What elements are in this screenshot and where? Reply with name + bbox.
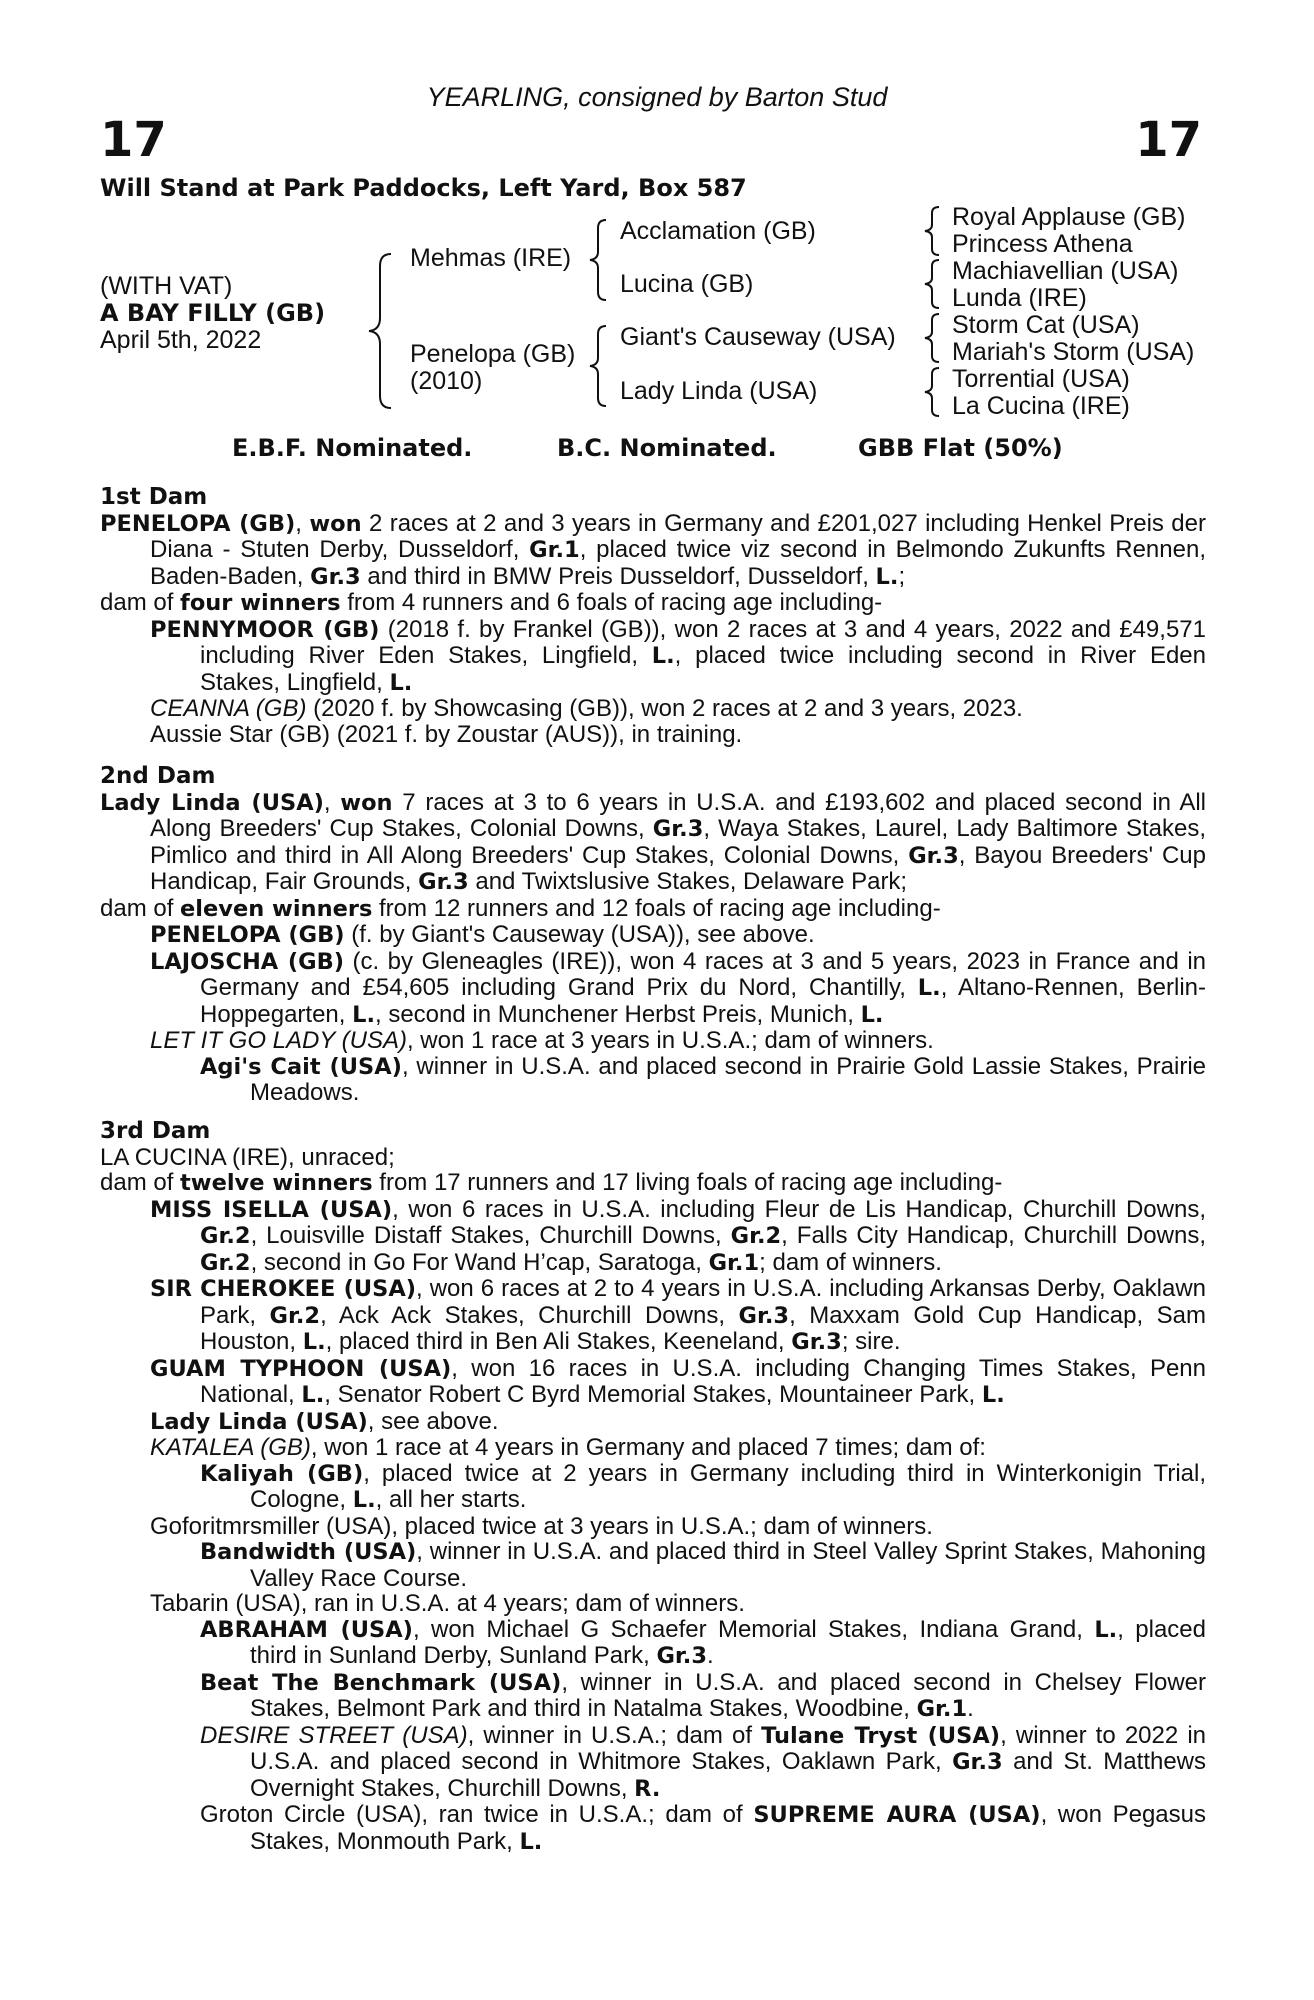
brace-icon <box>922 312 942 364</box>
produce-entry <box>100 1539 1206 1591</box>
bold-text: Gr.3 <box>310 563 361 590</box>
bold-text: Gr.1 <box>529 537 580 563</box>
third-dam-section <box>100 1119 1206 1855</box>
italic-text: CEANNA (GB) <box>150 695 307 722</box>
bold-text: twelve winners <box>180 1170 373 1196</box>
text-run: , second in Munchener Herbst Preis, Munich, <box>375 1000 861 1028</box>
produce-entry <box>100 1617 1206 1670</box>
text-run: , placed twice at 2 years in Germany including third in Winterkonigin Trial, Cologne, <box>250 1459 1207 1513</box>
dam-sire: Giant's Causeway (USA) <box>620 323 896 351</box>
dam-record <box>100 1145 1206 1171</box>
bold-text: SIR CHEROKEE (USA) <box>150 1276 417 1302</box>
g3-1: Royal Applause (GB) <box>952 203 1186 231</box>
produce-entry <box>100 1028 1206 1054</box>
produce-entry <box>100 1461 1206 1514</box>
bold-text: R. <box>634 1775 661 1802</box>
vat-note: (WITH VAT) <box>100 272 233 300</box>
text-run: and third in BMW Preis Dusseldorf, Dusseldorf, <box>360 562 876 590</box>
brace-icon <box>922 258 942 310</box>
text-run: , see above. <box>367 1407 499 1435</box>
text-run: Tabarin (USA), ran in U.S.A. at 4 years; dam of winners. <box>150 1590 745 1617</box>
g3-5: Storm Cat (USA) <box>952 311 1140 339</box>
bold-text: L. <box>352 1487 376 1513</box>
produce-entry <box>100 722 1206 748</box>
text-run: 7 races at 3 to 6 years in U.S.A. and £193,602 and placed second in All Along Breeders' Cup Stakes, Colonial Downs, <box>150 788 1206 842</box>
bold-text: L. <box>860 1001 884 1028</box>
brace-icon <box>586 218 610 302</box>
text-run: , won 16 races in U.S.A. including Changing Times Stakes, Penn National, <box>200 1354 1206 1408</box>
text-run: 2 races at 2 and 3 years in Germany and £201,027 including Henkel Preis der Diana - Stuten Derby, Dusseldorf, <box>150 509 1206 563</box>
produce-entry <box>100 1802 1206 1855</box>
text-run: , won Michael G Schaefer Memorial Stakes, Indiana Grand, <box>412 1615 1095 1643</box>
text-run: dam of <box>100 1169 181 1196</box>
g3-8: La Cucina (IRE) <box>952 392 1130 420</box>
bold-text: Lady Linda (USA) <box>150 1408 368 1435</box>
text-run: and St. Matthews Overnight Stakes, Churchill Downs, <box>250 1748 1207 1802</box>
text-run: , Maxxam Gold Cup Handicap, Sam Houston, <box>200 1301 1207 1355</box>
text-run: , <box>295 509 310 537</box>
produce-summary <box>100 590 1206 617</box>
text-run: , placed twice viz second in Belmondo Zukunfts Rennen, Baden-Baden, <box>150 536 1206 590</box>
text-run: ; <box>898 562 906 590</box>
bold-text: SUPREME AURA (USA) <box>753 1802 1041 1828</box>
bold-text: Kaliyah (GB) <box>200 1460 364 1487</box>
dam-year: (2010) <box>410 367 483 395</box>
stand-location: Will Stand at Park Paddocks, Left Yard, Box 587 <box>100 174 747 202</box>
ebf-nomination: E.B.F. Nominated. <box>232 434 473 462</box>
bold-text: L. <box>302 1329 326 1355</box>
produce-entry <box>100 1514 1206 1540</box>
produce-entry <box>100 1723 1206 1803</box>
dam: Penelopa (GB) <box>410 340 576 368</box>
bold-text: Gr.2 <box>200 1223 251 1249</box>
bold-text: Gr.3 <box>418 869 469 895</box>
text-run: , Senator Robert C Byrd Memorial Stakes, Mountaineer Park, <box>324 1381 982 1408</box>
bold-text: PENELOPA (GB) <box>150 922 345 948</box>
produce-entry <box>100 1591 1206 1617</box>
bold-text: L. <box>917 975 941 1001</box>
text-run: , winner in U.S.A. and placed second in Chelsey Flower Stakes, Belmont Park and third in Natalma Stakes, Woodbine, <box>250 1668 1206 1722</box>
text-run: (2018 f. by Frankel (GB)), won 2 races at 3 and 4 years, 2022 and £49,571 including River Eden Stakes, Lingfield, <box>200 615 1206 669</box>
text-run: dam of <box>100 589 181 616</box>
bold-text: GUAM TYPHOON (USA) <box>150 1355 452 1382</box>
text-run: , second in Go For Wand H’cap, Saratoga, <box>250 1248 709 1276</box>
text-run: . <box>967 1695 974 1722</box>
produce-summary <box>100 1170 1206 1197</box>
italic-text: KATALEA (GB) <box>150 1434 311 1461</box>
text-run: , Falls City Handicap, Churchill Downs, <box>781 1222 1207 1249</box>
bold-text: Gr.2 <box>200 1249 251 1276</box>
section-heading: 3rd Dam <box>100 1118 211 1144</box>
text-run: , winner in U.S.A. and placed third in Steel Valley Sprint Stakes, Mahoning Valley Race Course. <box>250 1538 1207 1592</box>
bold-text: Gr.3 <box>952 1749 1003 1775</box>
horse-name: A BAY FILLY (GB) <box>100 299 326 327</box>
text-run: LA CUCINA (IRE), unraced; <box>100 1143 395 1171</box>
produce-entry <box>100 1276 1206 1356</box>
g3-4: Lunda (IRE) <box>952 284 1087 312</box>
text-run: , winner in U.S.A.; dam of <box>467 1721 762 1749</box>
bold-text: L. <box>875 563 899 590</box>
bold-text: Gr.3 <box>738 1302 790 1329</box>
text-run: ; dam of winners. <box>759 1248 942 1276</box>
text-run: ; sire. <box>841 1328 901 1355</box>
lot-number-right: 17 <box>1135 112 1202 168</box>
gbb-nomination: GBB Flat (50%) <box>858 434 1063 462</box>
bold-text: ABRAHAM (USA) <box>200 1616 413 1643</box>
bold-text: Lady Linda (USA) <box>100 789 324 816</box>
produce-entry <box>100 1409 1206 1436</box>
text-run: , winner to 2022 in U.S.A. and placed second in Whitmore Stakes, Oaklawn Park, <box>250 1721 1207 1775</box>
text-run: , won 1 race at 3 years in U.S.A.; dam of winners. <box>406 1027 934 1054</box>
bold-text: Gr.3 <box>908 842 959 869</box>
bold-text: won <box>340 789 393 816</box>
bold-text: L. <box>352 1001 375 1028</box>
first-dam-section <box>100 485 1206 747</box>
lot-number-left: 17 <box>100 112 167 168</box>
consignor-line: YEARLING, consigned by Barton Stud <box>426 82 888 112</box>
brace-icon <box>922 366 942 418</box>
bold-text: Beat The Benchmark (USA) <box>200 1669 562 1696</box>
text-run: dam of <box>100 894 181 922</box>
bold-text: four winners <box>180 590 341 616</box>
text-run: , placed twice including second in River Eden Stakes, Lingfield, <box>200 642 1206 696</box>
text-run: , won Pegasus Stakes, Monmouth Park, <box>250 1801 1206 1855</box>
produce-entry <box>100 696 1206 722</box>
bold-text: L. <box>651 643 675 669</box>
produce-entry <box>100 1670 1206 1723</box>
g3-3: Machiavellian (USA) <box>952 257 1179 285</box>
g3-7: Torrential (USA) <box>952 365 1130 393</box>
bold-text: Bandwidth (USA) <box>200 1539 417 1565</box>
text-run: , placed third in Sunland Derby, Sunland Park, <box>250 1615 1206 1669</box>
bc-nomination: B.C. Nominated. <box>557 434 777 462</box>
text-run: . <box>707 1642 714 1669</box>
foaling-date: April 5th, 2022 <box>100 326 262 354</box>
produce-entry <box>100 1197 1206 1277</box>
produce-entry <box>100 1054 1206 1106</box>
text-run: , Louisville Distaff Stakes, Churchill Downs, <box>250 1222 731 1249</box>
bold-text: MISS ISELLA (USA) <box>150 1196 393 1223</box>
section-heading: 1st Dam <box>100 484 208 510</box>
bold-text: Gr.2 <box>730 1223 782 1249</box>
produce-entry <box>100 1356 1206 1409</box>
g3-2: Princess Athena <box>952 230 1133 258</box>
text-run: , <box>323 788 341 816</box>
text-run: Aussie Star (GB) (2021 f. by Zoustar (AUS)), in training. <box>150 720 743 748</box>
bold-text: L. <box>519 1828 543 1855</box>
text-run: , Bayou Breeders' Cup Handicap, Fair Grounds, <box>150 841 1206 895</box>
text-run: from 17 runners and 17 living foals of racing age including- <box>372 1169 1003 1196</box>
dam-dam: Lady Linda (USA) <box>620 377 818 405</box>
bold-text: Gr.3 <box>791 1329 842 1355</box>
g3-6: Mariah's Storm (USA) <box>952 338 1195 366</box>
produce-summary <box>100 896 1206 923</box>
italic-text: DESIRE STREET (USA) <box>200 1721 468 1749</box>
bold-text: won <box>309 510 362 537</box>
bold-text: L. <box>1094 1616 1118 1643</box>
produce-entry <box>100 1435 1206 1461</box>
bold-text: L. <box>301 1382 325 1408</box>
brace-icon <box>922 205 942 257</box>
bold-text: Gr.3 <box>652 816 704 842</box>
text-run: (2020 f. by Showcasing (GB)), won 2 races at 2 and 3 years, 2023. <box>306 695 1023 722</box>
text-run: from 12 runners and 12 foals of racing age including- <box>372 894 941 922</box>
dam-record <box>100 511 1206 591</box>
text-run: and Twixtslusive Stakes, Delaware Park; <box>468 868 908 895</box>
sire-dam: Lucina (GB) <box>620 270 754 298</box>
text-run: , Ack Ack Stakes, Churchill Downs, <box>320 1301 739 1329</box>
brace-icon <box>364 252 394 410</box>
bold-text: LAJOSCHA (GB) <box>150 948 345 975</box>
bold-text: Gr.1 <box>708 1249 760 1276</box>
text-run: , winner in U.S.A. and placed second in Prairie Gold Lassie Stakes, Prairie Meadows. <box>250 1052 1206 1106</box>
text-run: , Altano-Rennen, Berlin-Hoppegarten, <box>200 974 1206 1028</box>
text-run: (c. by Gleneagles (IRE)), won 4 races at 3 and 5 years, 2023 in France and in Germany and £54,605 including Grand Prix du Nord, Chantilly, <box>200 947 1206 1001</box>
bold-text: L. <box>981 1382 1005 1408</box>
italic-text: LET IT GO LADY (USA) <box>150 1027 407 1054</box>
bold-text: PENELOPA (GB) <box>100 510 296 537</box>
text-run: from 4 runners and 6 foals of racing age including- <box>340 589 883 616</box>
bold-text: Gr.2 <box>269 1302 321 1329</box>
sire: Mehmas (IRE) <box>410 244 572 272</box>
brace-icon <box>586 324 610 408</box>
bold-text: eleven winners <box>180 895 373 922</box>
bold-text: Agi's Cait (USA) <box>200 1053 402 1080</box>
produce-entry <box>100 922 1206 949</box>
bold-text: Tulane Tryst (USA) <box>761 1722 1001 1749</box>
produce-entry <box>100 617 1206 697</box>
produce-entry <box>100 949 1206 1029</box>
bold-text: Gr.1 <box>916 1696 968 1722</box>
text-run: , won 1 race at 4 years in Germany and placed 7 times; dam of: <box>310 1434 986 1461</box>
sire-sire: Acclamation (GB) <box>620 217 816 245</box>
second-dam-section <box>100 764 1206 1106</box>
text-run: , all her starts. <box>375 1486 527 1513</box>
text-run: , won 6 races in U.S.A. including Fleur de Lis Handicap, Churchill Downs, <box>392 1195 1206 1223</box>
bold-text: Gr.3 <box>656 1643 708 1669</box>
bold-text: PENNYMOOR (GB) <box>150 616 380 643</box>
text-run: , won 6 races at 2 to 4 years in U.S.A. including Arkansas Derby, Oaklawn Park, <box>200 1275 1206 1329</box>
section-heading: 2nd Dam <box>100 763 216 789</box>
dam-record <box>100 790 1206 896</box>
text-run: (f. by Giant's Causeway (USA)), see above. <box>344 921 815 948</box>
text-run: , placed third in Ben Ali Stakes, Keeneland, <box>325 1328 792 1355</box>
text-run: Goforitmrsmiller (USA), placed twice at 3 years in U.S.A.; dam of winners. <box>150 1512 933 1540</box>
text-run: Groton Circle (USA), ran twice in U.S.A.; dam of <box>200 1801 754 1828</box>
text-run: , Waya Stakes, Laurel, Lady Baltimore Stakes, Pimlico and third in All Along Breeders' Cup Stakes, Colonial Downs, <box>150 815 1206 869</box>
bold-text: L. <box>389 669 413 696</box>
